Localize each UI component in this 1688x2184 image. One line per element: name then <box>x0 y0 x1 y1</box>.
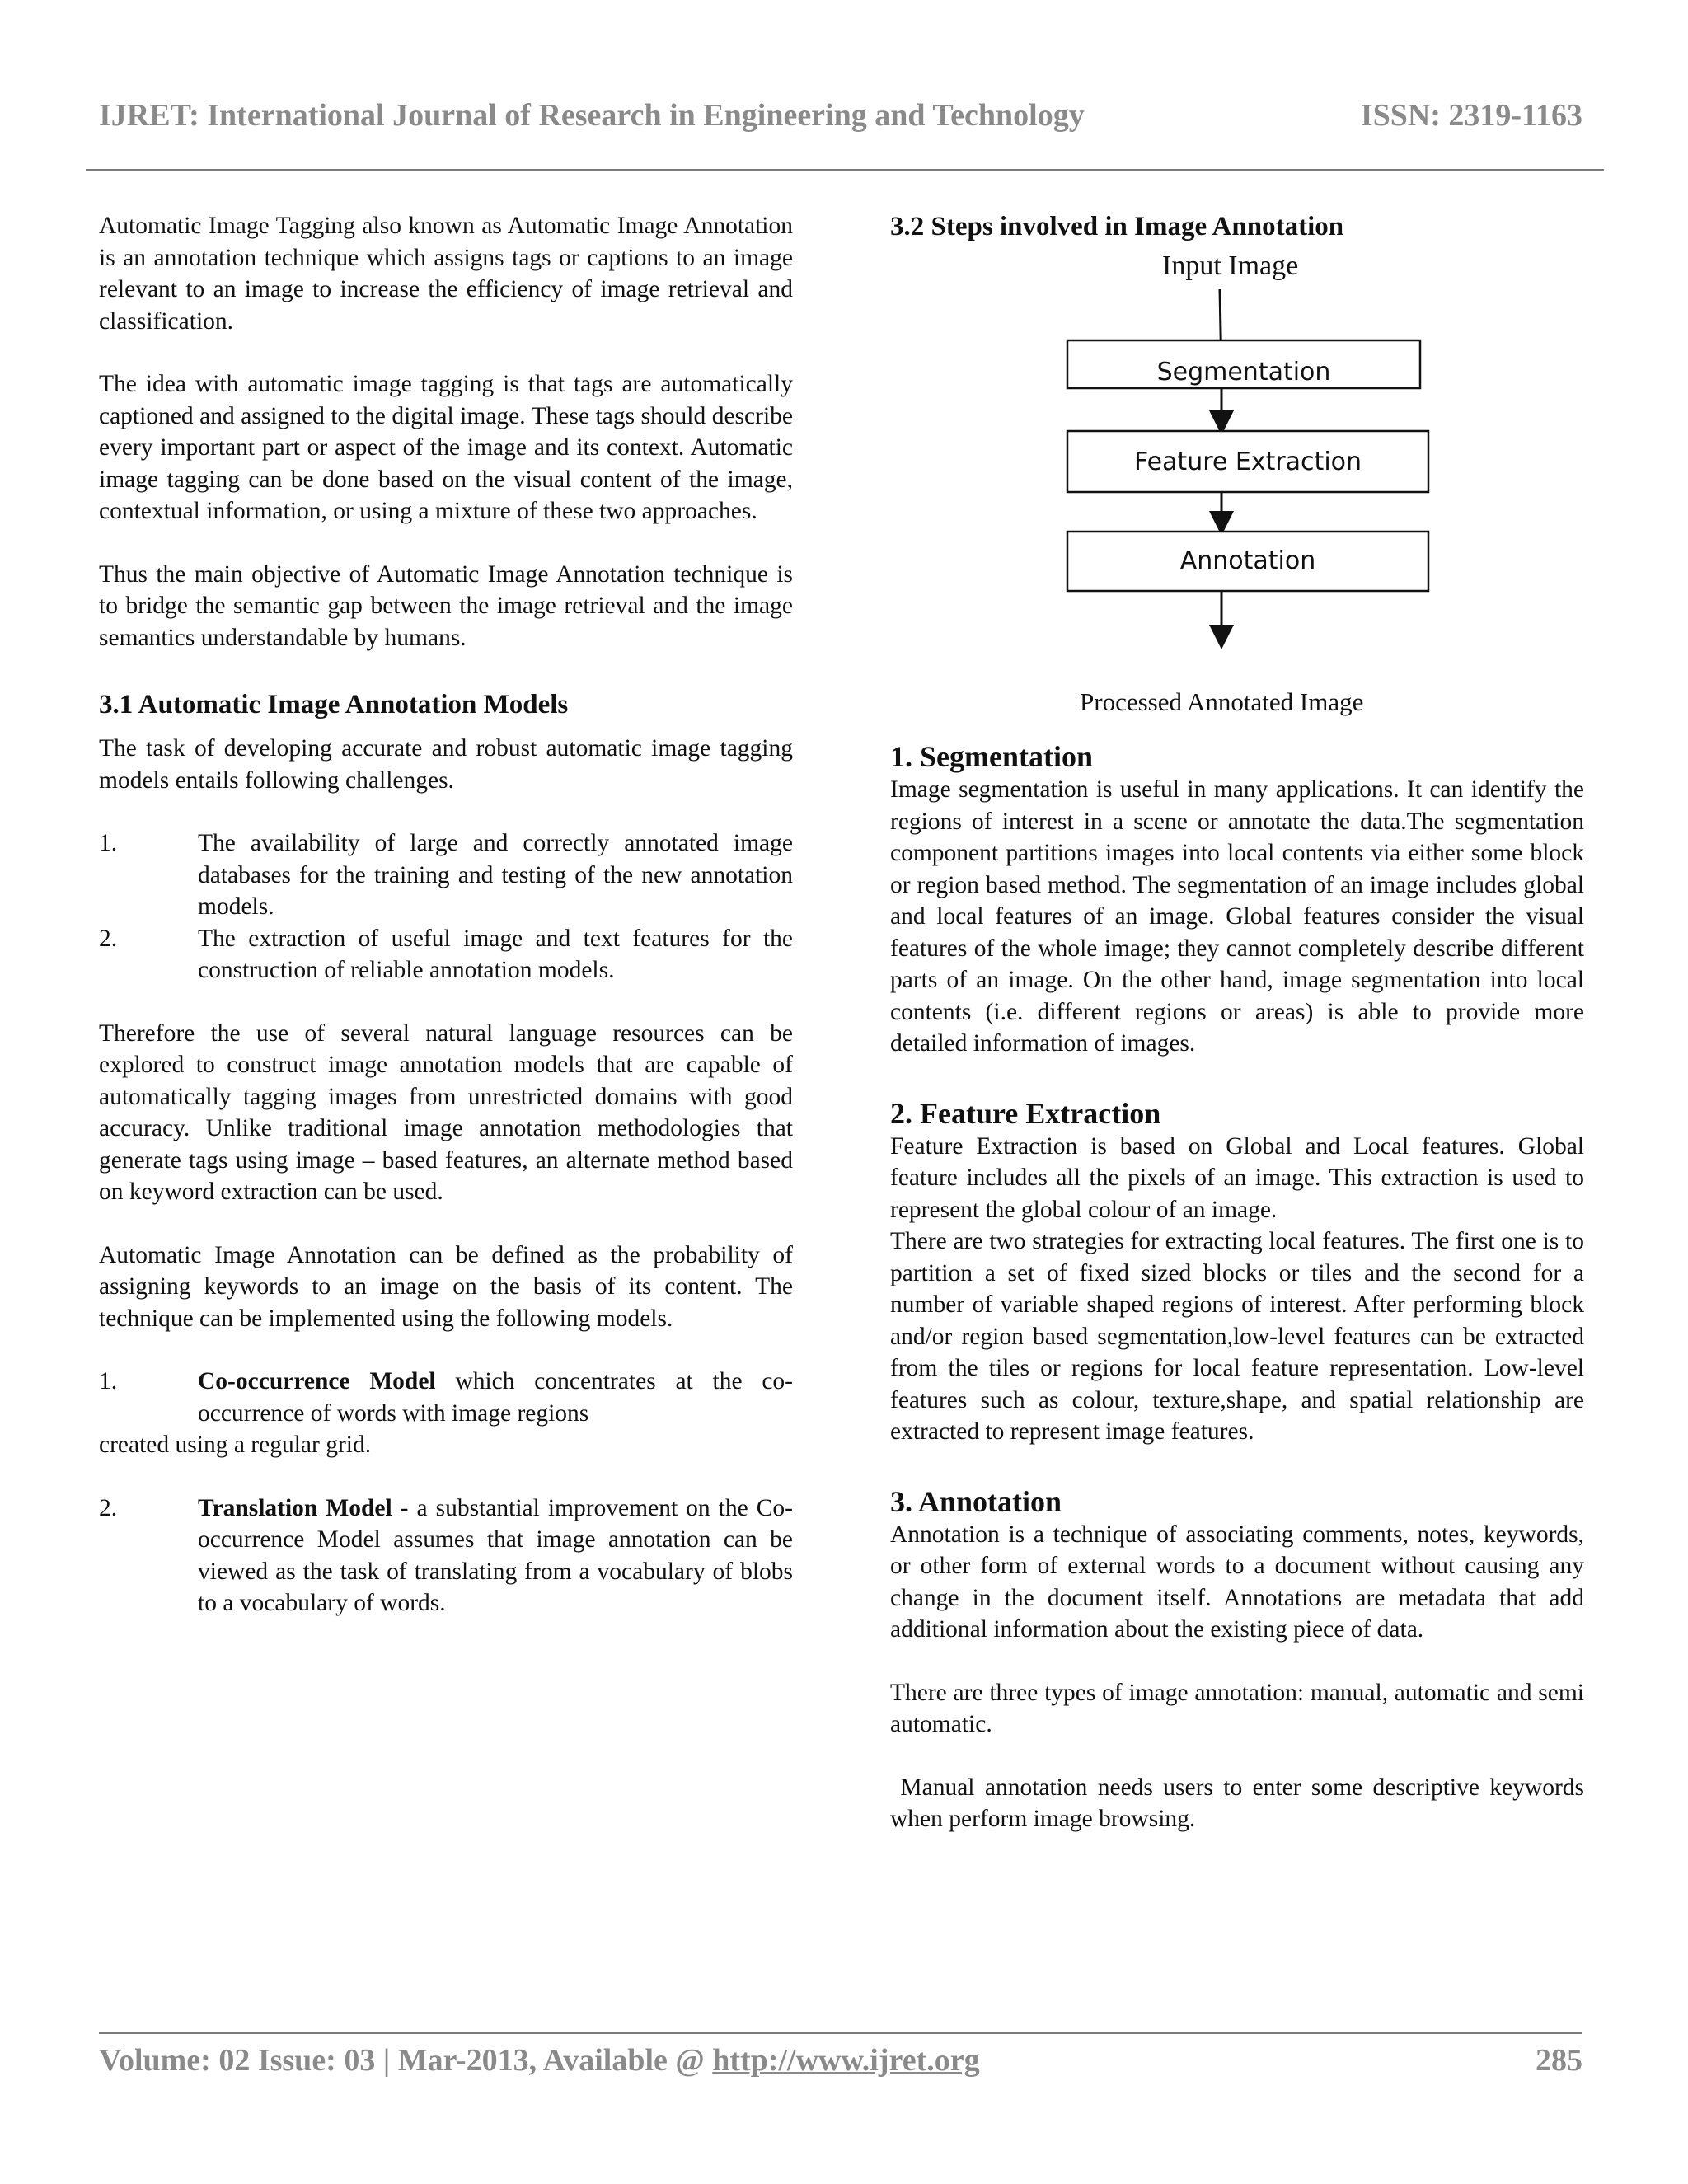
paragraph: Manual annotation needs users to enter some descriptive keywords when perform image browsing. <box>890 1774 1591 1832</box>
volume-info: Volume: 02 Issue: 03 | Mar-2013, Available @ http://www.ijret.org <box>99 2043 980 2078</box>
flowchart-step-label: Annotation <box>1179 546 1316 575</box>
paragraph: Automatic Image Annotation can be defined as the probability of assigning keywords to an image on the basis of its content. The technique can be implemented using the following models. <box>99 1241 793 1332</box>
model-name: Translation Model <box>198 1494 392 1521</box>
paragraph: Therefore the use of several natural language resources can be explored to construct image annotation models that are capable of automatically tagging images from unrestricted domains with good accuracy. Unlike traditional image annotation methodologies that generate tags using image – based features, an alternate method based on keyword extraction can be used. <box>99 1019 793 1205</box>
section-heading-feature-extraction: 2. Feature Extraction <box>890 1096 1161 1130</box>
right-column <box>890 210 1591 1835</box>
running-footer <box>99 2042 1582 2083</box>
list-item: 2. Translation Model - a substantial improvement on the Co-occurrence Model assumes that image annotation can be viewed as the task of translating from a vocabulary of blobs to a vocabulary of words. <box>99 1494 793 1616</box>
paragraph: created using a regular grid. <box>99 1432 372 1458</box>
section-heading-3-2: 3.2 Steps involved in Image Annotation <box>890 212 1344 241</box>
flowchart <box>890 250 1584 728</box>
running-header <box>99 97 1582 142</box>
header-rule <box>86 169 1604 171</box>
paragraph: There are three types of image annotation: manual, automatic and semi automatic. <box>890 1679 1584 1737</box>
section-heading-3-1: 3.1 Automatic Image Annotation Models <box>99 690 569 719</box>
page-number: 285 <box>1536 2043 1582 2078</box>
list-item: 1. The availability of large and correctly annotated image databases for the training and testing of the new annotation models. <box>99 830 793 920</box>
list-item: 1. Co-occurrence Model which concentrates at the co-occurrence of words with image regions <box>99 1368 793 1427</box>
paragraph: The task of developing accurate and robust automatic image tagging models entails following challenges. <box>99 735 793 794</box>
paragraph: The idea with automatic image tagging is that tags are automatically captioned and assigned to the digital image. These tags should describe every important part or aspect of the image and its context. Automatic image tagging can be done based on the visual content of the image, contextual information, or using a mixture of these two approaches. <box>99 371 793 524</box>
flowchart-input-label: Input Image <box>1162 251 1299 281</box>
footer-rule <box>99 2032 1582 2034</box>
list-item: 2. The extraction of useful image and text features for the construction of reliable annotation models. <box>99 925 793 983</box>
paragraph: Feature Extraction is based on Global and Local features. Global feature includes all the pixels of an image. This extraction is used to represent the global colour of an image. <box>890 1132 1584 1223</box>
issn: ISSN: 2319-1163 <box>1360 98 1582 133</box>
journal-title: IJRET: International Journal of Research in Engineering and Technology <box>99 98 1085 133</box>
section-heading-annotation: 3. Annotation <box>890 1484 1062 1518</box>
paragraph: Automatic Image Tagging also known as Automatic Image Annotation is an annotation technique which assigns tags or captions to an image relevant to an image to increase the efficiency of image retrieval and classification. <box>99 213 793 335</box>
paragraph: Annotation is a technique of associating comments, notes, keywords, or other form of external words to a document without causing any change in the document itself. Annotations are metadata that add additional information about the existing piece of data. <box>890 1521 1584 1643</box>
paragraph: Thus the main objective of Automatic Image Annotation technique is to bridge the semantic gap between the image retrieval and the image semantics understandable by humans. <box>99 560 793 651</box>
flowchart-step-label: Feature Extraction <box>1133 448 1362 476</box>
left-column <box>99 210 793 1619</box>
flowchart-graphics <box>890 250 1584 728</box>
paragraph: There are two strategies for extracting local features. The first one is to partition a set of fixed sized blocks or tiles and the second for a number of variable shaped regions of interest. After performing block and/or region based segmentation,low-level features can be extracted from the tiles or regions for local feature representation. Low-level features such as colour, texture,shape, and spatial relationship are extracted to represent image features. <box>890 1228 1584 1445</box>
section-heading-segmentation: 1. Segmentation <box>890 740 1093 773</box>
journal-url-link[interactable]: http://www.ijret.org <box>712 2043 980 2078</box>
flowchart-step-label: Segmentation <box>1156 359 1331 387</box>
model-name: Co-occurrence Model <box>198 1368 436 1394</box>
flowchart-output-label: Processed Annotated Image <box>1080 687 1364 716</box>
paragraph: Image segmentation is useful in many applications. It can identify the regions of interest in a scene or annotate the data.The segmentation component partitions images into local contents via either some block or region based method. The segmentation of an image includes global and local features of an image. Global features consider the visual features of the whole image; they cannot completely describe different parts of an image. On the other hand, image segmentation into local contents (i.e. different regions or areas) is able to provide more detailed information of images. <box>890 776 1584 1057</box>
